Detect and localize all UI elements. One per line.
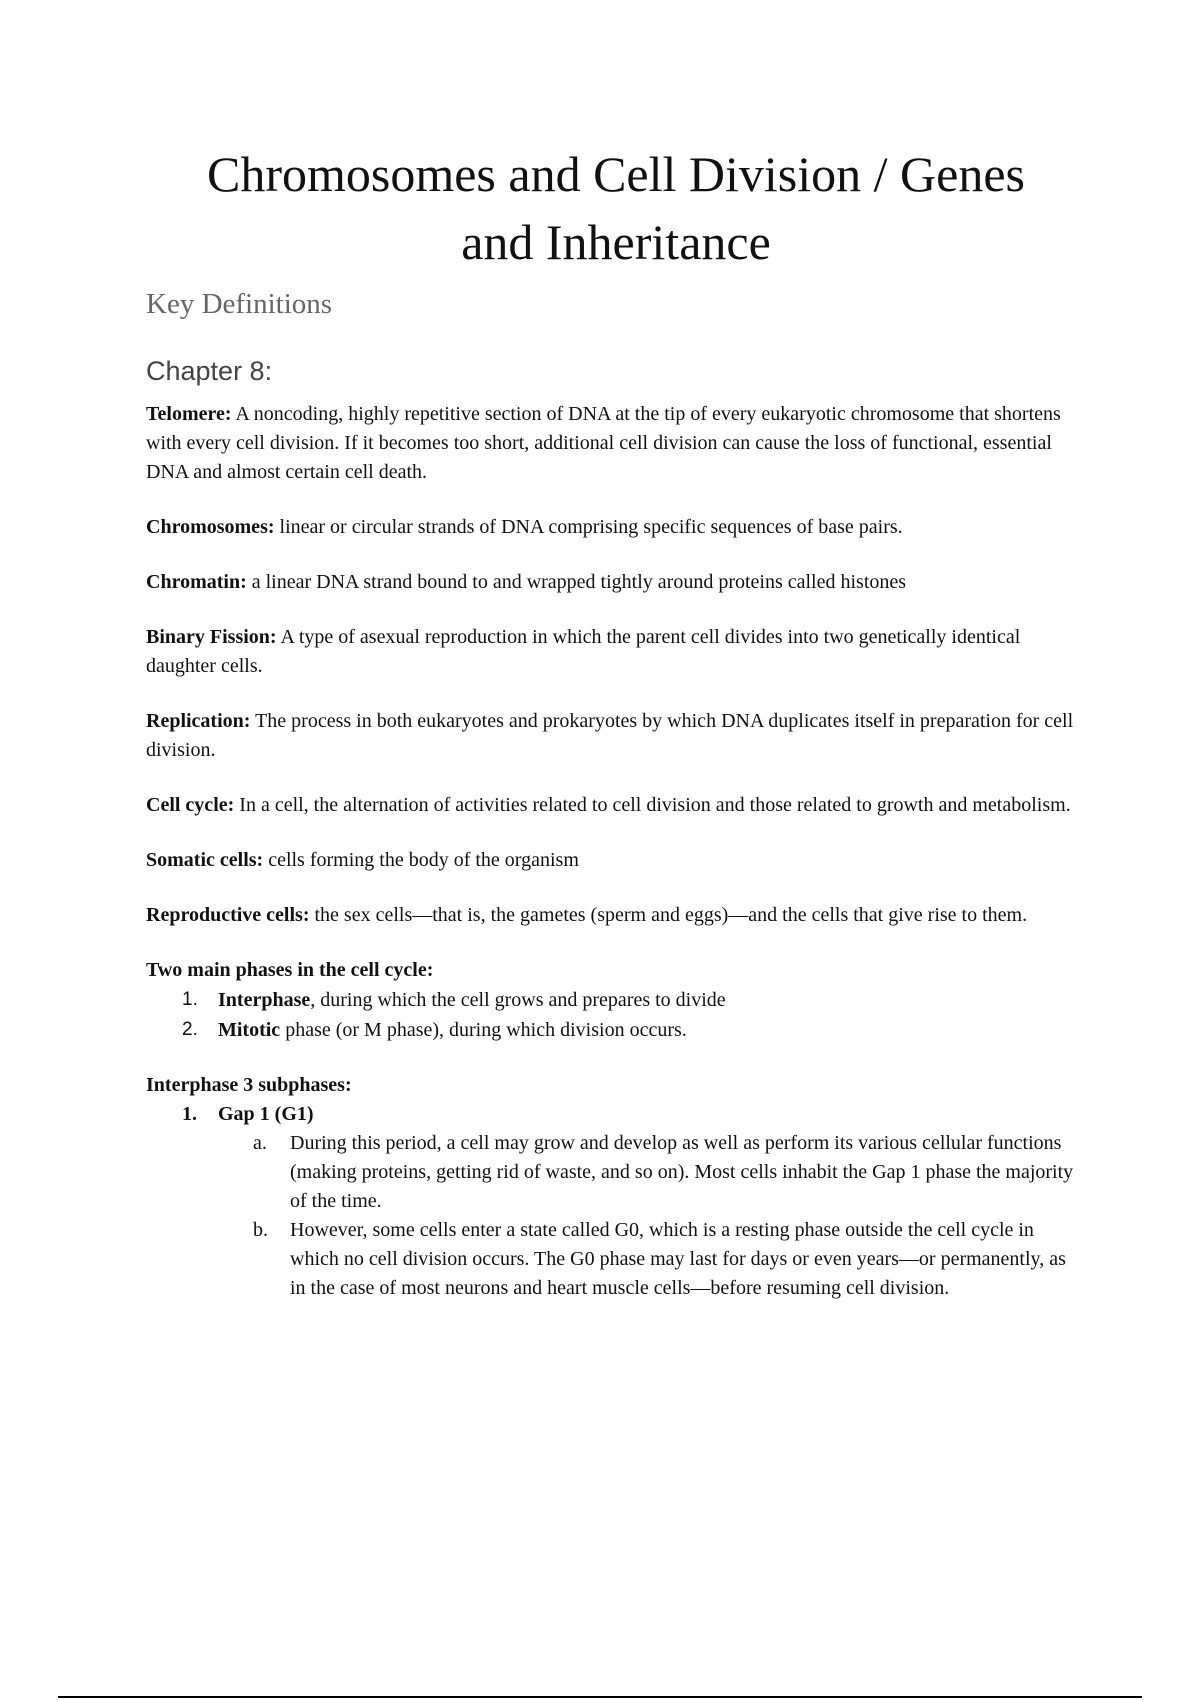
page-title — [146, 140, 1086, 276]
list-number: 2. — [182, 1019, 198, 1040]
definition-text: In a cell, the alternation of activities related to cell division and those related to growth and metabolism. — [234, 794, 1071, 816]
list-item-text: phase (or M phase), during which division occurs. — [280, 1019, 687, 1041]
definition-text: a linear DNA strand bound to and wrapped tightly around proteins called histones — [246, 571, 907, 593]
list-item — [146, 1216, 1086, 1303]
main-phases-title: Two main phases in the cell cycle: — [146, 959, 434, 981]
list-item — [146, 1100, 1086, 1303]
definition-term: Telomere: — [146, 403, 232, 425]
definition-term: Replication: — [146, 710, 251, 732]
definition-term: Chromosomes: — [146, 516, 275, 538]
definition-binary-fission — [146, 623, 1086, 681]
definition-text: The process in both eukaryotes and prokaryotes by which DNA duplicates itself in preparation for cell division. — [146, 710, 1074, 761]
interphase-section — [146, 1071, 1086, 1303]
definition-term: Cell cycle: — [146, 794, 235, 816]
interphase-title: Interphase 3 subphases: — [146, 1074, 352, 1096]
list-item — [146, 1015, 1086, 1045]
definition-text: A type of asexual reproduction in which the parent cell divides into two genetically identical daughter cells. — [146, 626, 1021, 677]
list-item-text: During this period, a cell may grow and develop as well as perform its various cellular functions (making proteins, getting rid of waste, and so on). Most cells inhabit the Gap 1 phase the majority of the time. — [290, 1132, 1074, 1212]
definition-replication — [146, 707, 1086, 765]
list-item — [146, 1129, 1086, 1216]
subphase-heading: Gap 1 (G1) — [218, 1103, 314, 1125]
list-letter: b. — [253, 1219, 268, 1241]
bottom-divider — [58, 1696, 1142, 1698]
definition-telomere — [146, 400, 1086, 487]
interphase-list — [146, 1100, 1086, 1303]
definition-cell-cycle — [146, 791, 1086, 820]
list-item — [146, 985, 1086, 1015]
subphase-details-list — [218, 1129, 1086, 1303]
main-phases-list — [146, 985, 1086, 1045]
definition-term: Reproductive cells: — [146, 904, 310, 926]
list-number: 1. — [182, 989, 198, 1010]
definition-text: the sex cells—that is, the gametes (sperm and eggs)—and the cells that give rise to them. — [309, 904, 1028, 926]
definition-text: linear or circular strands of DNA comprising specific sequences of base pairs. — [274, 516, 903, 538]
definition-chromosomes — [146, 513, 1086, 542]
definition-term: Somatic cells: — [146, 849, 264, 871]
subtitle-key-definitions: Key Definitions — [146, 288, 333, 320]
definition-somatic-cells — [146, 846, 1086, 875]
main-phases-section — [146, 956, 1086, 1045]
title-line-1: Chromosomes and Cell Division / Genes — [207, 146, 1025, 202]
title-line-2: and Inheritance — [461, 214, 771, 270]
definition-reproductive-cells — [146, 901, 1086, 930]
definition-term: Chromatin: — [146, 571, 247, 593]
document-page — [146, 140, 1086, 1303]
list-item-bold: Interphase — [218, 989, 311, 1011]
list-letter: a. — [253, 1132, 267, 1154]
list-number: 1. — [182, 1103, 197, 1125]
definition-chromatin — [146, 568, 1086, 597]
list-item-text: , during which the cell grows and prepares to divide — [310, 989, 726, 1011]
list-item-text: However, some cells enter a state called G0, which is a resting phase outside the cell cycle in which no cell division occurs. The G0 phase may last for days or even years—or permanently, as in the case of most neurons and heart muscle cells—before resuming cell division. — [290, 1219, 1066, 1299]
definitions-section — [146, 400, 1086, 930]
definition-text: A noncoding, highly repetitive section of DNA at the tip of every eukaryotic chromosome that shortens with every cell division. If it becomes too short, additional cell division can cause the loss of functional, essential DNA and almost certain cell death. — [146, 403, 1061, 483]
definition-text: cells forming the body of the organism — [263, 849, 579, 871]
list-item-bold: Mitotic — [218, 1019, 281, 1041]
chapter-heading: Chapter 8: — [146, 356, 273, 386]
definition-term: Binary Fission: — [146, 626, 277, 648]
